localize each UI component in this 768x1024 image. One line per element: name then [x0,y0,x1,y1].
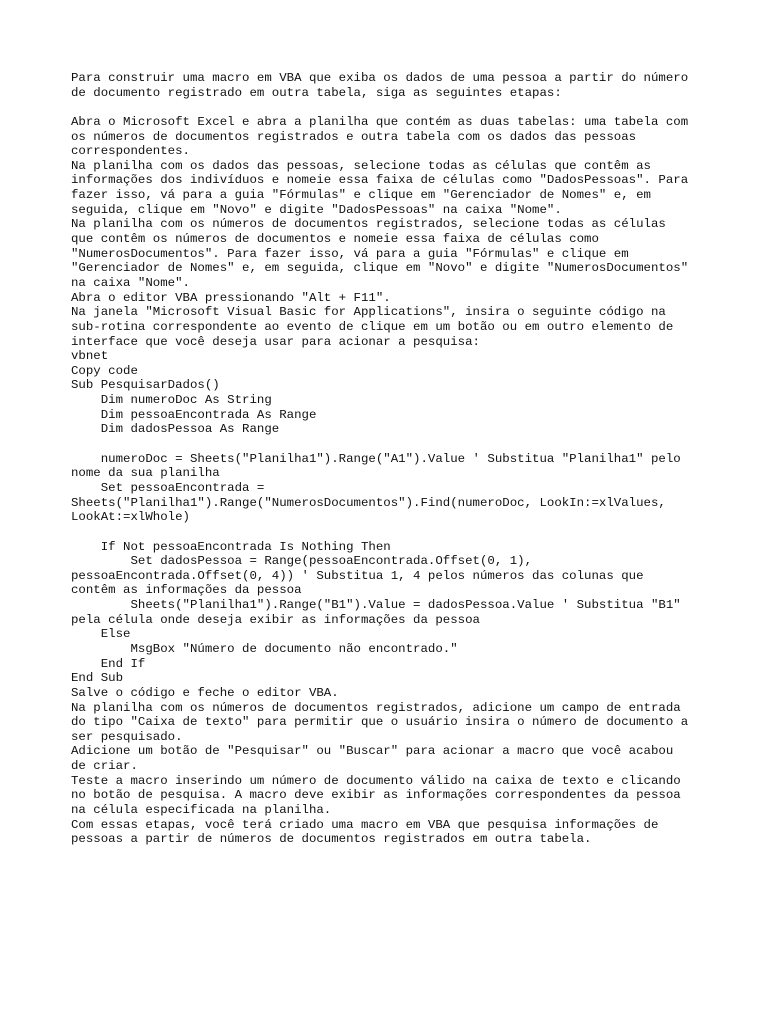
text-line: Dim numeroDoc As String [71,393,272,408]
text-line: Else [71,627,131,642]
text-line: Copy code [71,363,138,378]
text-line: sub-rotina correspondente ao evento de clique em um botão ou em outro elemento de [71,319,674,334]
text-line: Dim dadosPessoa As Range [71,422,280,437]
text-line: Abra o Microsoft Excel e abra a planilha que contém as duas tabelas: uma tabela com [71,114,689,129]
text-line: LookAt:=xlWhole) [71,510,190,525]
text-line: End Sub [71,671,124,686]
text-line: pela célula onde deseja exibir as informações da pessoa [71,612,480,627]
text-line: Set pessoaEncontrada = [71,480,265,495]
text-line: "NumerosDocumentos". Para fazer isso, vá para a guia "Fórmulas" e clique em [71,246,629,261]
text-line: correspondentes. [71,144,190,159]
text-line: Na planilha com os dados das pessoas, selecione todas as células que contêm as [71,158,651,173]
text-line: seguida, clique em "Novo" e digite "DadosPessoas" na caixa "Nome". [71,202,562,217]
text-line: MsgBox "Número de documento não encontrado." [71,641,458,656]
text-line: End If [71,656,146,671]
text-line: pessoas a partir de números de documentos registrados em outra tabela. [71,832,592,847]
text-line: Na planilha com os números de documentos registrados, adicione um campo de entrada [71,700,681,715]
text-line: "Gerenciador de Nomes" e, em seguida, clique em "Novo" e digite "NumerosDocumentos" [71,261,689,276]
text-line: Sheets("Planilha1").Range("B1").Value = dadosPessoa.Value ' Substitua "B1" [71,598,681,613]
text-line [71,100,711,115]
text-line [71,525,711,540]
text-line: numeroDoc = Sheets("Planilha1").Range("A1").Value ' Substitua "Planilha1" pelo [71,451,681,466]
text-line: na célula especificada na planilha. [71,803,332,818]
text-line: ser pesquisado. [71,729,183,744]
text-line: nome da sua planilha [71,466,220,481]
text-line: interface que você deseja usar para acionar a pesquisa: [71,334,480,349]
text-line: os números de documentos registrados e outra tabela com os dados das pessoas [71,129,637,144]
text-line: contêm as informações da pessoa [71,583,302,598]
text-line: Abra o editor VBA pressionando "Alt + F11". [71,290,391,305]
text-line: pessoaEncontrada.Offset(0, 4)) ' Substitua 1, 4 pelos números das colunas que [71,568,644,583]
text-line: Set dadosPessoa = Range(pessoaEncontrada.Offset(0, 1), [71,554,533,569]
text-line [71,437,711,452]
text-line: no botão de pesquisa. A macro deve exibir as informações correspondentes da pessoa [71,788,681,803]
text-line: do tipo "Caixa de texto" para permitir que o usuário insira o número de documento a [71,715,689,730]
text-line: na caixa "Nome". [71,275,190,290]
text-line: Na janela "Microsoft Visual Basic for Applications", insira o seguinte código na [71,305,666,320]
text-line: Na planilha com os números de documentos registrados, selecione todas as células [71,217,666,232]
text-line: Para construir uma macro em VBA que exiba os dados de uma pessoa a partir do número [71,71,689,85]
text-line: de criar. [71,759,138,774]
text-line: Dim pessoaEncontrada As Range [71,407,317,422]
text-line: Teste a macro inserindo um número de documento válido na caixa de texto e clicando [71,773,681,788]
text-line: Com essas etapas, você terá criado uma macro em VBA que pesquisa informações de [71,817,659,832]
text-line: Adicione um botão de "Pesquisar" ou "Buscar" para acionar a macro que você acabou [71,744,674,759]
text-line: fazer isso, vá para a guia "Fórmulas" e clique em "Gerenciador de Nomes" e, em [71,188,651,203]
text-line: If Not pessoaEncontrada Is Nothing Then [71,539,391,554]
text-line: informações dos indivíduos e nomeie essa faixa de células como "DadosPessoas". Para [71,173,689,188]
document-body [71,71,711,847]
text-line: Sub PesquisarDados() [71,378,220,393]
text-line: Salve o código e feche o editor VBA. [71,685,339,700]
text-line: Sheets("Planilha1").Range("NumerosDocumentos").Find(numeroDoc, LookIn:=xlValues, [71,495,666,510]
text-line: de documento registrado em outra tabela, siga as seguintes etapas: [71,85,562,100]
text-line: que contêm os números de documentos e nomeie essa faixa de células como [71,232,599,247]
text-line: vbnet [71,349,109,364]
